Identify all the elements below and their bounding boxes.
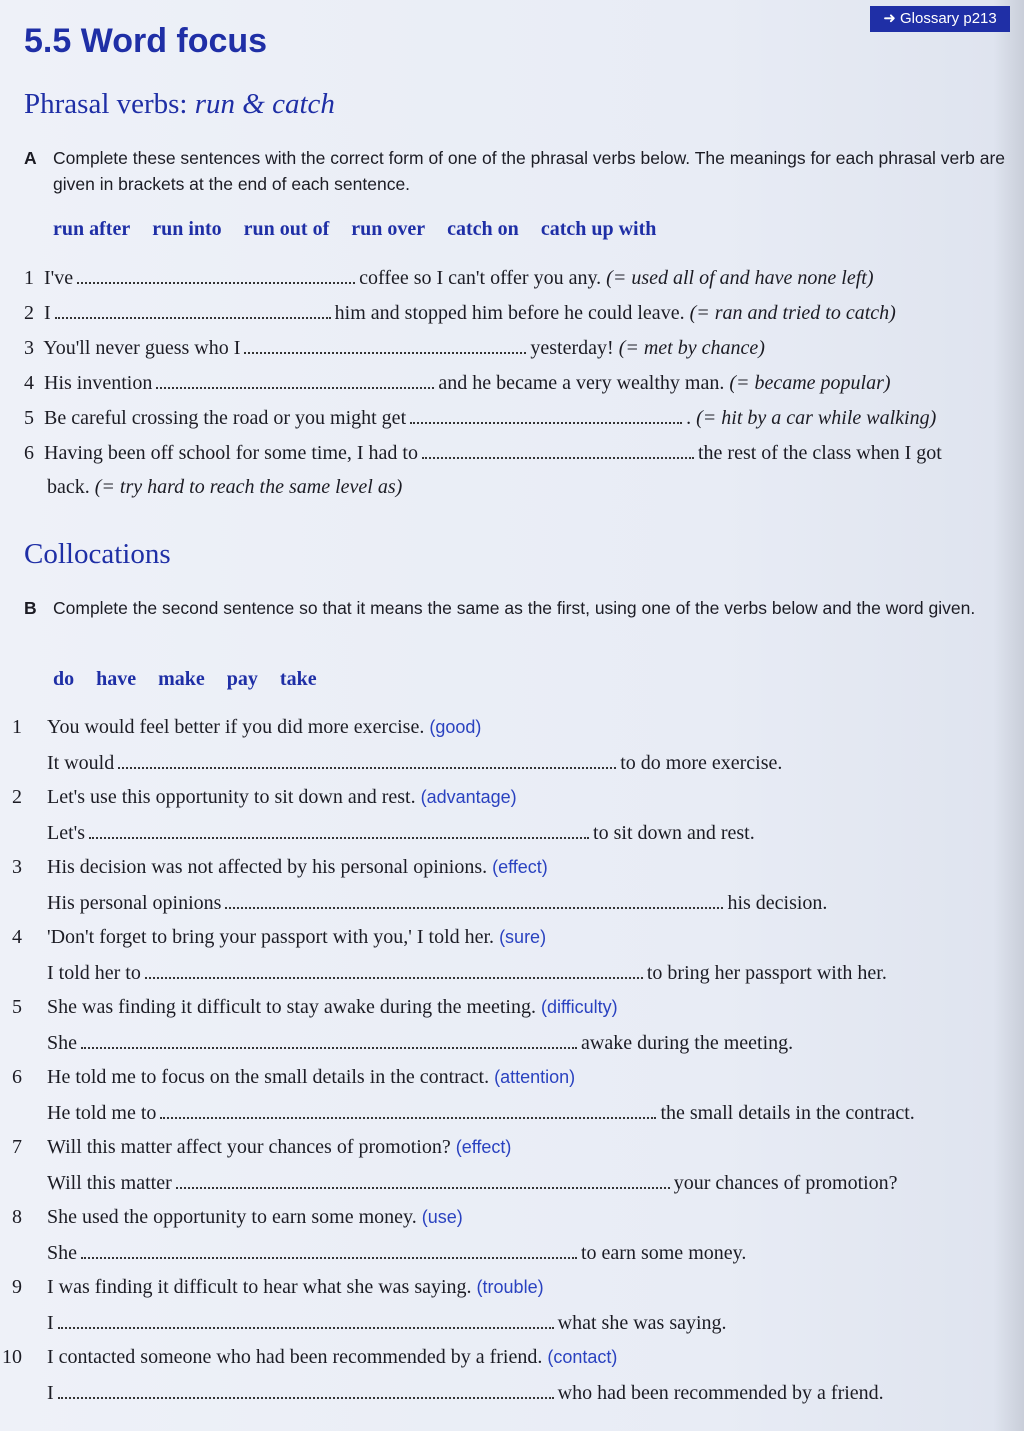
word-bank-item: run over (351, 218, 426, 240)
rewrite-line: I told her to to bring her passport with her. (47, 957, 887, 987)
given-word: (trouble) (476, 1277, 544, 1297)
exercise-b-item: 6 He told me to focus on the small details in the contract. (attention) (12, 1066, 576, 1088)
answer-blank[interactable] (81, 1237, 577, 1259)
section-a-instruction: A Complete these sentences with the correct form of one of the phrasal verbs below. The meanings for each phrasal verb are given in brackets at the end of each sentence. (24, 145, 1009, 197)
given-word: (use) (421, 1207, 463, 1227)
exercise-a-item: 4 His invention and he became a very wealthy man. (= became popular) (24, 367, 891, 397)
exercise-a-item: 2 I him and stopped him before he could leave. (= ran and tried to catch) (24, 297, 896, 327)
given-word: (advantage) (420, 787, 517, 807)
given-word: (sure) (499, 927, 547, 947)
word-bank-item: run after (53, 218, 131, 240)
word-bank-item: pay (226, 668, 258, 690)
exercise-b-item: 1 You would feel better if you did more exercise. (good) (12, 716, 482, 738)
answer-blank[interactable] (58, 1377, 554, 1399)
answer-blank[interactable] (55, 297, 331, 319)
given-word: (difficulty) (540, 997, 618, 1017)
exercise-b-item: 9 I was finding it difficult to hear what she was saying. (trouble) (12, 1276, 544, 1298)
answer-blank[interactable] (225, 887, 723, 909)
word-bank-item: run into (152, 218, 222, 240)
exercise-b-item: 10 I contacted someone who had been recommended by a friend. (contact) (2, 1346, 618, 1368)
answer-blank[interactable] (156, 367, 434, 389)
answer-blank[interactable] (77, 262, 355, 284)
given-word: (effect) (455, 1137, 512, 1157)
section-b-instruction: B Complete the second sentence so that it means the same as the first, using one of the verbs below and the word given. (24, 595, 1009, 621)
exercise-b-item: 5 She was finding it difficult to stay awake during the meeting. (difficulty) (12, 996, 618, 1018)
given-word: (effect) (492, 857, 548, 877)
answer-blank[interactable] (58, 1307, 554, 1329)
section-b-heading: Collocations (24, 538, 171, 570)
exercise-letter: B (24, 598, 37, 618)
rewrite-line: His personal opinions his decision. (47, 887, 827, 917)
answer-blank[interactable] (176, 1167, 670, 1189)
exercise-b-item: 2 Let's use this opportunity to sit down and rest. (advantage) (12, 786, 517, 808)
given-word: (attention) (494, 1067, 576, 1087)
exercise-letter: A (24, 148, 37, 168)
word-bank-item: have (96, 668, 137, 690)
word-bank-item: take (279, 668, 317, 690)
word-bank-item: catch on (447, 218, 519, 240)
exercise-a-item: 6 Having been off school for some time, I had to the rest of the class when I got (24, 437, 942, 467)
given-word: (contact) (547, 1347, 618, 1367)
exercise-b-item: 8 She used the opportunity to earn some money. (use) (12, 1206, 463, 1228)
exercise-a-item: 5 Be careful crossing the road or you might get . (= hit by a car while walking) (24, 402, 936, 432)
rewrite-line: She to earn some money. (47, 1237, 746, 1267)
word-bank-item: do (53, 668, 75, 690)
verb-bank (53, 668, 339, 691)
rewrite-line: Will this matter your chances of promotion? (47, 1167, 898, 1197)
word-bank-item: make (158, 668, 205, 690)
answer-blank[interactable] (145, 957, 643, 979)
exercise-a-item-continued: back. (= try hard to reach the same level as) (47, 476, 403, 498)
glossary-link[interactable]: ➜ Glossary p213 (870, 6, 1010, 32)
answer-blank[interactable] (81, 1027, 577, 1049)
word-bank-item: catch up with (540, 218, 657, 240)
rewrite-line: He told me to the small details in the contract. (47, 1097, 915, 1127)
answer-blank[interactable] (410, 402, 682, 424)
rewrite-line: It would to do more exercise. (47, 747, 782, 777)
exercise-b-item: 7 Will this matter affect your chances of promotion? (effect) (12, 1136, 512, 1158)
answer-blank[interactable] (118, 747, 616, 769)
answer-blank[interactable] (160, 1097, 656, 1119)
answer-blank[interactable] (89, 817, 589, 839)
rewrite-line: She awake during the meeting. (47, 1027, 793, 1057)
phrasal-verb-bank (53, 218, 678, 241)
answer-blank[interactable] (244, 332, 526, 354)
rewrite-line: I who had been recommended by a friend. (47, 1377, 884, 1407)
answer-blank[interactable] (422, 437, 694, 459)
unit-title: 5.5 Word focus (24, 22, 268, 60)
rewrite-line: I what she was saying. (47, 1307, 727, 1337)
rewrite-line: Let's to sit down and rest. (47, 817, 755, 847)
word-bank-item: run out of (243, 218, 330, 240)
given-word: (good) (429, 717, 482, 737)
exercise-a-item: 1 I've coffee so I can't offer you any. (= used all of and have none left) (24, 262, 874, 292)
section-a-heading: Phrasal verbs: run & catch (24, 88, 335, 120)
exercise-a-item: 3 You'll never guess who I yesterday! (= met by chance) (24, 332, 765, 362)
exercise-b-item: 4 'Don't forget to bring your passport with you,' I told her. (sure) (12, 926, 547, 948)
exercise-b-item: 3 His decision was not affected by his personal opinions. (effect) (12, 856, 548, 878)
